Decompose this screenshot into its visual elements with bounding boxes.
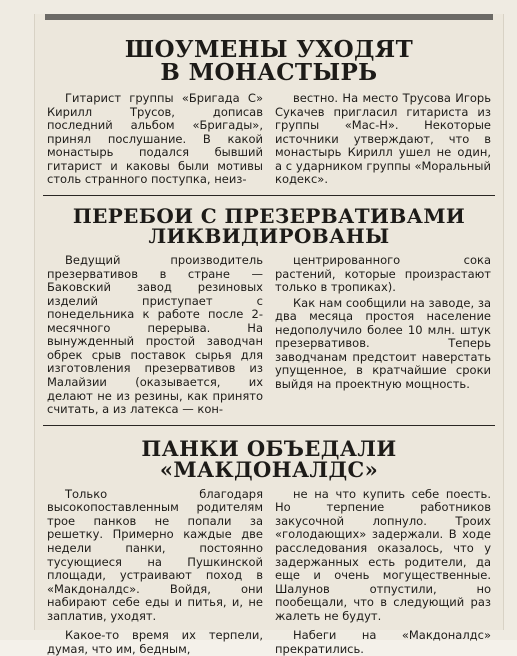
headline bbox=[47, 38, 491, 84]
headline bbox=[47, 203, 491, 248]
paragraph: вестно. На место Трусова Игорь Сукачев пригласил гитариста из группы «Мас-Н». Некоторые источники утверждают, что в монастырь Кирилл ушел не один, а с ударником группы «Моральный кодекс». bbox=[275, 91, 491, 187]
article-body bbox=[47, 92, 491, 187]
headline-line-1: ПЕРЕБОИ С ПРЕЗЕРВАТИВАМИ bbox=[72, 203, 466, 228]
body-column-left bbox=[47, 488, 263, 656]
paragraph: не на что купить себе поесть. Но терпение работников закусочной лопнуло. Троих «голодающих» задержали. В ходе расследования оказалось, что у задержанных есть родители, да еще и очень могущественные. Шалунов отпустили, но пообещали, что в следующий раз жалеть не будут. bbox=[275, 486, 491, 623]
paragraph: Как нам сообщили на заводе, за два месяца простоя население недополучило более 10 млн. штук презервативов. Теперь заводчанам предстоит наверстать упущенное, в кратчайшие сроки выйдя на проектную мощность. bbox=[275, 295, 491, 391]
article-showmen bbox=[35, 38, 503, 187]
headline-line-2: В МОНАСТЫРЬ bbox=[160, 59, 378, 86]
article-punks bbox=[35, 435, 503, 656]
paragraph: Какое-то время их терпели, думая, что им, бедным, bbox=[47, 628, 263, 656]
headline-line-2: ЛИКВИДИРОВАНЫ bbox=[148, 223, 390, 248]
headline-line-1: ПАНКИ ОБЪЕДАЛИ bbox=[141, 435, 397, 461]
article-body bbox=[47, 254, 491, 417]
body-column-left bbox=[47, 92, 263, 187]
paragraph: центрированного сока растений, которые произрастают только в тропиках). bbox=[275, 252, 491, 295]
top-rule bbox=[45, 14, 493, 20]
body-column-right bbox=[275, 488, 491, 656]
divider bbox=[43, 195, 495, 196]
body-column-right bbox=[275, 92, 491, 187]
headline-line-2: «МАКДОНАЛДС» bbox=[159, 456, 379, 482]
headline-line-1: ШОУМЕНЫ УХОДЯТ bbox=[124, 36, 414, 63]
divider bbox=[43, 425, 495, 426]
newspaper-clipping bbox=[34, 14, 504, 656]
article-body bbox=[47, 488, 491, 656]
headline bbox=[47, 435, 491, 482]
paragraph: Набеги на «Макдоналдс» прекратились. bbox=[275, 628, 491, 656]
body-column-left bbox=[47, 254, 263, 417]
body-column-right bbox=[275, 254, 491, 417]
article-condoms bbox=[35, 203, 503, 417]
paragraph: Ведущий производитель презервативов в стране — Баковский завод резиновых изделий приступает с понедельника к работе после 2-месячного перерыва. На вынужденный простой заводчан обрек срыв поставок сырья для изготовления презервативов из Малайзии (оказывается, их делают не из резины, как принято считать, а из латекса — кон- bbox=[47, 252, 263, 417]
paragraph: Гитарист группы «Бригада С» Кирилл Трусов, дописав последний альбом «Бригады», принял послушание. В какой монастырь подался бывший гитарист и каковы были мотивы столь странного поступка, неиз- bbox=[47, 91, 263, 187]
paragraph: Только благодаря высокопоставленным родителям трое панков не попали за решетку. Примерно каждые две недели панки, постоянно тусующиеся на Пушкинской площади, устраивают поход в «Макдоналдс». Войдя, они набирают себе еды и питья, и, не заплатив, уходят. bbox=[47, 486, 263, 623]
